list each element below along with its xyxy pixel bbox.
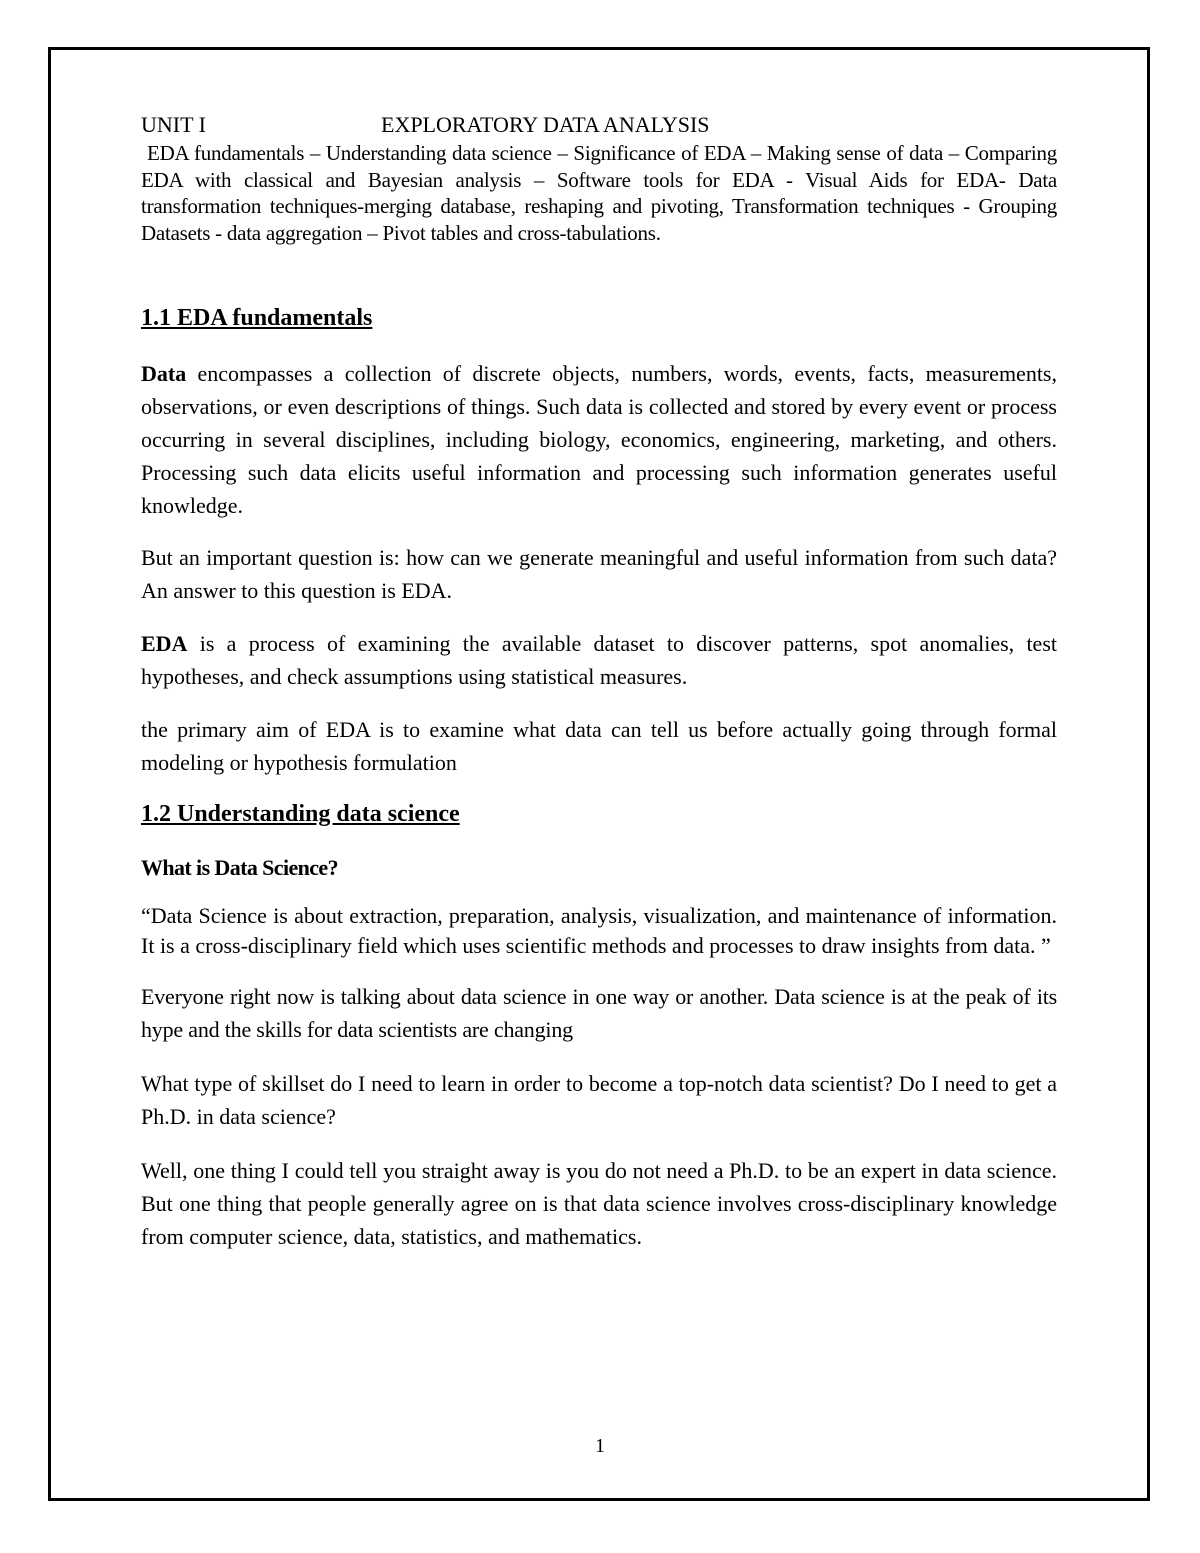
data-definition-text: encompasses a collection of discrete objects, numbers, words, events, facts, measurements, observations, or even descriptions of things. Such data is collected and stored by every event or process occurring in several disciplines, including biology, economics, engineering, marketing, and others. Processing such data elicits useful information and processing such information generates useful knowledge. <box>141 361 1057 518</box>
term-data: Data <box>141 361 187 386</box>
paragraph-eda-definition <box>141 627 1057 693</box>
paragraph-important-question: But an important question is: how can we generate meaningful and useful information from such data? An answer to this question is EDA. <box>141 545 1057 603</box>
syllabus-topics: EDA fundamentals – Understanding data science – Significance of EDA – Making sense of data – Comparing EDA with classical and Bayesian analysis – Software tools for EDA - Visual Aids for EDA- Data transformation techniques-merging database, reshaping and pivoting, Transformation techniques - Grouping Datasets - data aggregation – Pivot tables and cross-tabulations. <box>141 141 1057 245</box>
paragraph-everyone-talking: Everyone right now is talking about data science in one way or another. Data science is at the peak of its hype and the skills for data scientists are changing <box>141 984 1057 1042</box>
unit-title: EXPLORATORY DATA ANALYSIS <box>381 112 710 137</box>
document-body <box>141 110 1057 1253</box>
term-eda: EDA <box>141 631 188 656</box>
unit-label: UNIT I <box>141 112 206 137</box>
section-heading-eda-fundamentals: 1.1 EDA fundamentals <box>141 305 373 331</box>
paragraph-phd-answer: Well, one thing I could tell you straight away is you do not need a Ph.D. to be an expert in data science. But one thing that people generally agree on is that data science involves cross-disciplinary knowledge from computer science, data, statistics, and mathematics. <box>141 1158 1057 1249</box>
unit-header <box>141 110 1057 140</box>
eda-definition-text: is a process of examining the available dataset to discover patterns, spot anomalies, test hypotheses, and check assumptions using statistical measures. <box>141 631 1057 689</box>
paragraph-data-definition <box>141 357 1057 522</box>
subheading-what-is-data-science: What is Data Science? <box>141 855 338 880</box>
paragraph-skillset-question: What type of skillset do I need to learn in order to become a top-notch data scientist? Do I need to get a Ph.D. in data science? <box>141 1071 1057 1129</box>
page-number: 1 <box>595 1435 605 1457</box>
data-science-quote: “Data Science is about extraction, preparation, analysis, visualization, and maintenance of information. It is a cross-disciplinary field which uses scientific methods and processes to draw insights from data. ” <box>141 903 1057 958</box>
section-heading-understanding-data-science: 1.2 Understanding data science <box>141 801 460 827</box>
paragraph-eda-aim: the primary aim of EDA is to examine what data can tell us before actually going through formal modeling or hypothesis formulation <box>141 717 1057 775</box>
